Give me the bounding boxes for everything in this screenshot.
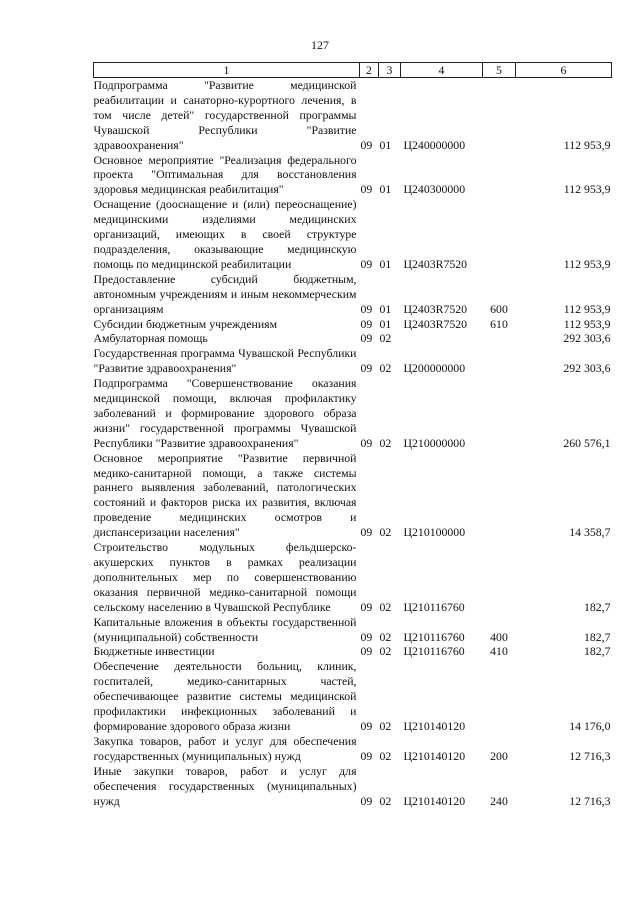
header-cell-6: 6 [516, 63, 612, 78]
row-expense-type: 400 [490, 629, 508, 644]
row-expense-type [483, 659, 516, 734]
row-amount: 292 303,6 [563, 331, 611, 346]
table-row [94, 615, 612, 645]
row-name: Капитальные вложения в объекты государственной (муниципальной) собственности [93, 614, 357, 644]
row-target-article: Ц200000000 [403, 361, 466, 376]
row-amount: 182,7 [583, 629, 611, 644]
row-expense-type [483, 78, 516, 153]
page-number: 127 [311, 38, 329, 52]
table-row [94, 764, 612, 809]
row-name: Закупка товаров, работ и услуг для обеспечения государственных (муниципальных) нужд [93, 733, 357, 763]
row-section: 09 [360, 331, 373, 346]
row-target-article: Ц2403R7520 [403, 256, 468, 271]
row-expense-type: 600 [490, 301, 508, 316]
row-name: Предоставление субсидий бюджетным, автономным учреждениям и иным некоммерческим организациям [93, 271, 357, 316]
row-subsection: 02 [379, 435, 392, 450]
row-section: 09 [360, 256, 373, 271]
header-cell-5: 5 [483, 63, 516, 78]
row-expense-type [483, 346, 516, 376]
row-target-article: Ц210140120 [403, 748, 466, 763]
row-expense-type [483, 331, 516, 346]
row-name: Обеспечение деятельности больниц, клиник, госпиталей, медико-санитарных частей, обеспечивающее развитие системы медицинской профилактики инфекционных заболеваний и формирование здорового образа жизни [93, 659, 357, 733]
table-row [94, 153, 612, 198]
row-name: Подпрограмма "Совершенствование оказания медицинской помощи, включая профилактику заболеваний и формирование здорового образа жизни" государственной программы Чувашской Республики "Развитие здравоохранения" [93, 376, 357, 450]
row-expense-type: 240 [490, 793, 508, 808]
header-cell-3: 3 [379, 63, 401, 78]
row-target-article: Ц210140120 [403, 718, 466, 733]
table-header-row [94, 63, 612, 78]
row-name: Субсидии бюджетным учреждениям [93, 316, 278, 331]
row-subsection: 02 [379, 793, 392, 808]
row-subsection: 02 [379, 331, 392, 346]
row-subsection: 01 [379, 182, 392, 197]
row-amount: 292 303,6 [563, 361, 611, 376]
row-amount: 260 576,1 [563, 435, 611, 450]
row-amount: 112 953,9 [563, 301, 611, 316]
row-target-article [401, 331, 483, 346]
row-section: 09 [360, 793, 373, 808]
row-expense-type [483, 197, 516, 272]
row-name: Строительство модульных фельдшерско-акушерских пунктов в рамках реализации дополнительных мер по совершенствованию оказания первичной медико-санитарной помощи сельскому населению в Чувашской Республике [93, 540, 357, 614]
row-target-article: Ц2403R7520 [403, 316, 468, 331]
table-row [94, 659, 612, 734]
table-row [94, 644, 612, 659]
header-cell-2: 2 [360, 63, 379, 78]
row-amount: 12 716,3 [569, 793, 611, 808]
row-expense-type [483, 451, 516, 540]
row-target-article: Ц2403R7520 [403, 301, 468, 316]
table-row [94, 272, 612, 317]
row-subsection: 02 [379, 748, 392, 763]
row-name: Основное мероприятие "Развитие первичной медико-санитарной помощи, а также системы раннего выявления заболеваний, патологических состояний и факторов риска их развития, включая проведение медицинских осмотров и диспансеризации населения" [93, 450, 357, 540]
row-section: 09 [360, 316, 373, 331]
table-row [94, 451, 612, 540]
row-subsection: 01 [379, 316, 392, 331]
row-expense-type [483, 376, 516, 451]
row-name: Государственная программа Чувашской Республики "Развитие здравоохранения" [93, 346, 357, 376]
row-section: 09 [360, 525, 373, 540]
row-name: Бюджетные инвестиции [93, 644, 215, 659]
table-row [94, 197, 612, 272]
row-amount: 112 953,9 [563, 256, 611, 271]
row-section: 09 [360, 435, 373, 450]
row-section: 09 [360, 748, 373, 763]
budget-table [93, 62, 612, 808]
row-expense-type [483, 153, 516, 198]
row-target-article: Ц210000000 [403, 435, 466, 450]
row-name: Амбулаторная помощь [93, 331, 208, 346]
row-amount: 14 358,7 [569, 525, 611, 540]
row-section: 09 [360, 629, 373, 644]
row-section: 09 [360, 182, 373, 197]
row-target-article: Ц210116760 [403, 644, 465, 659]
row-target-article: Ц240300000 [403, 182, 466, 197]
row-name: Иные закупки товаров, работ и услуг для обеспечения государственных (муниципальных) нужд [93, 763, 357, 808]
row-amount: 182,7 [583, 644, 611, 659]
row-subsection: 01 [379, 137, 392, 152]
row-target-article: Ц210116760 [403, 599, 465, 614]
table-row [94, 331, 612, 346]
header-cell-1: 1 [94, 63, 360, 78]
row-expense-type [483, 540, 516, 615]
row-amount: 182,7 [583, 599, 611, 614]
row-section: 09 [360, 301, 373, 316]
row-section: 09 [360, 644, 373, 659]
row-amount: 112 953,9 [563, 182, 611, 197]
row-subsection: 02 [379, 525, 392, 540]
row-target-article: Ц210140120 [403, 793, 466, 808]
row-subsection: 02 [379, 644, 392, 659]
row-amount: 14 176,0 [569, 718, 611, 733]
table-row [94, 376, 612, 451]
header-cell-4: 4 [401, 63, 483, 78]
row-section: 09 [360, 718, 373, 733]
row-target-article: Ц240000000 [403, 137, 466, 152]
row-subsection: 02 [379, 629, 392, 644]
table-row [94, 540, 612, 615]
row-subsection: 02 [379, 718, 392, 733]
row-section: 09 [360, 361, 373, 376]
row-subsection: 02 [379, 599, 392, 614]
row-target-article: Ц210116760 [403, 629, 465, 644]
row-expense-type: 410 [490, 644, 508, 659]
row-subsection: 01 [379, 301, 392, 316]
table-row [94, 346, 612, 376]
row-amount: 112 953,9 [563, 316, 611, 331]
row-subsection: 02 [379, 361, 392, 376]
row-amount: 112 953,9 [563, 137, 611, 152]
row-expense-type: 200 [490, 748, 508, 763]
row-amount: 12 716,3 [569, 748, 611, 763]
table-row [94, 78, 612, 153]
row-expense-type: 610 [490, 316, 508, 331]
row-subsection: 01 [379, 256, 392, 271]
row-target-article: Ц210100000 [403, 525, 466, 540]
row-name: Оснащение (дооснащение и (или) переоснащение) медицинскими изделиями медицинских организаций, имеющих в своей структуре подразделения, оказывающие медицинскую помощь по медицинской реабилитации [93, 197, 357, 271]
row-section: 09 [360, 599, 373, 614]
row-name: Основное мероприятие "Реализация федерального проекта "Оптимальная для восстановления здоровья медицинская реабилитация" [93, 152, 357, 197]
table-row [94, 734, 612, 764]
row-name: Подпрограмма "Развитие медицинской реабилитации и санаторно-курортного лечения, в том числе детей" государственной программы Чувашской Республики "Развитие здравоохранения" [93, 78, 357, 152]
table-row [94, 317, 612, 332]
row-section: 09 [360, 137, 373, 152]
